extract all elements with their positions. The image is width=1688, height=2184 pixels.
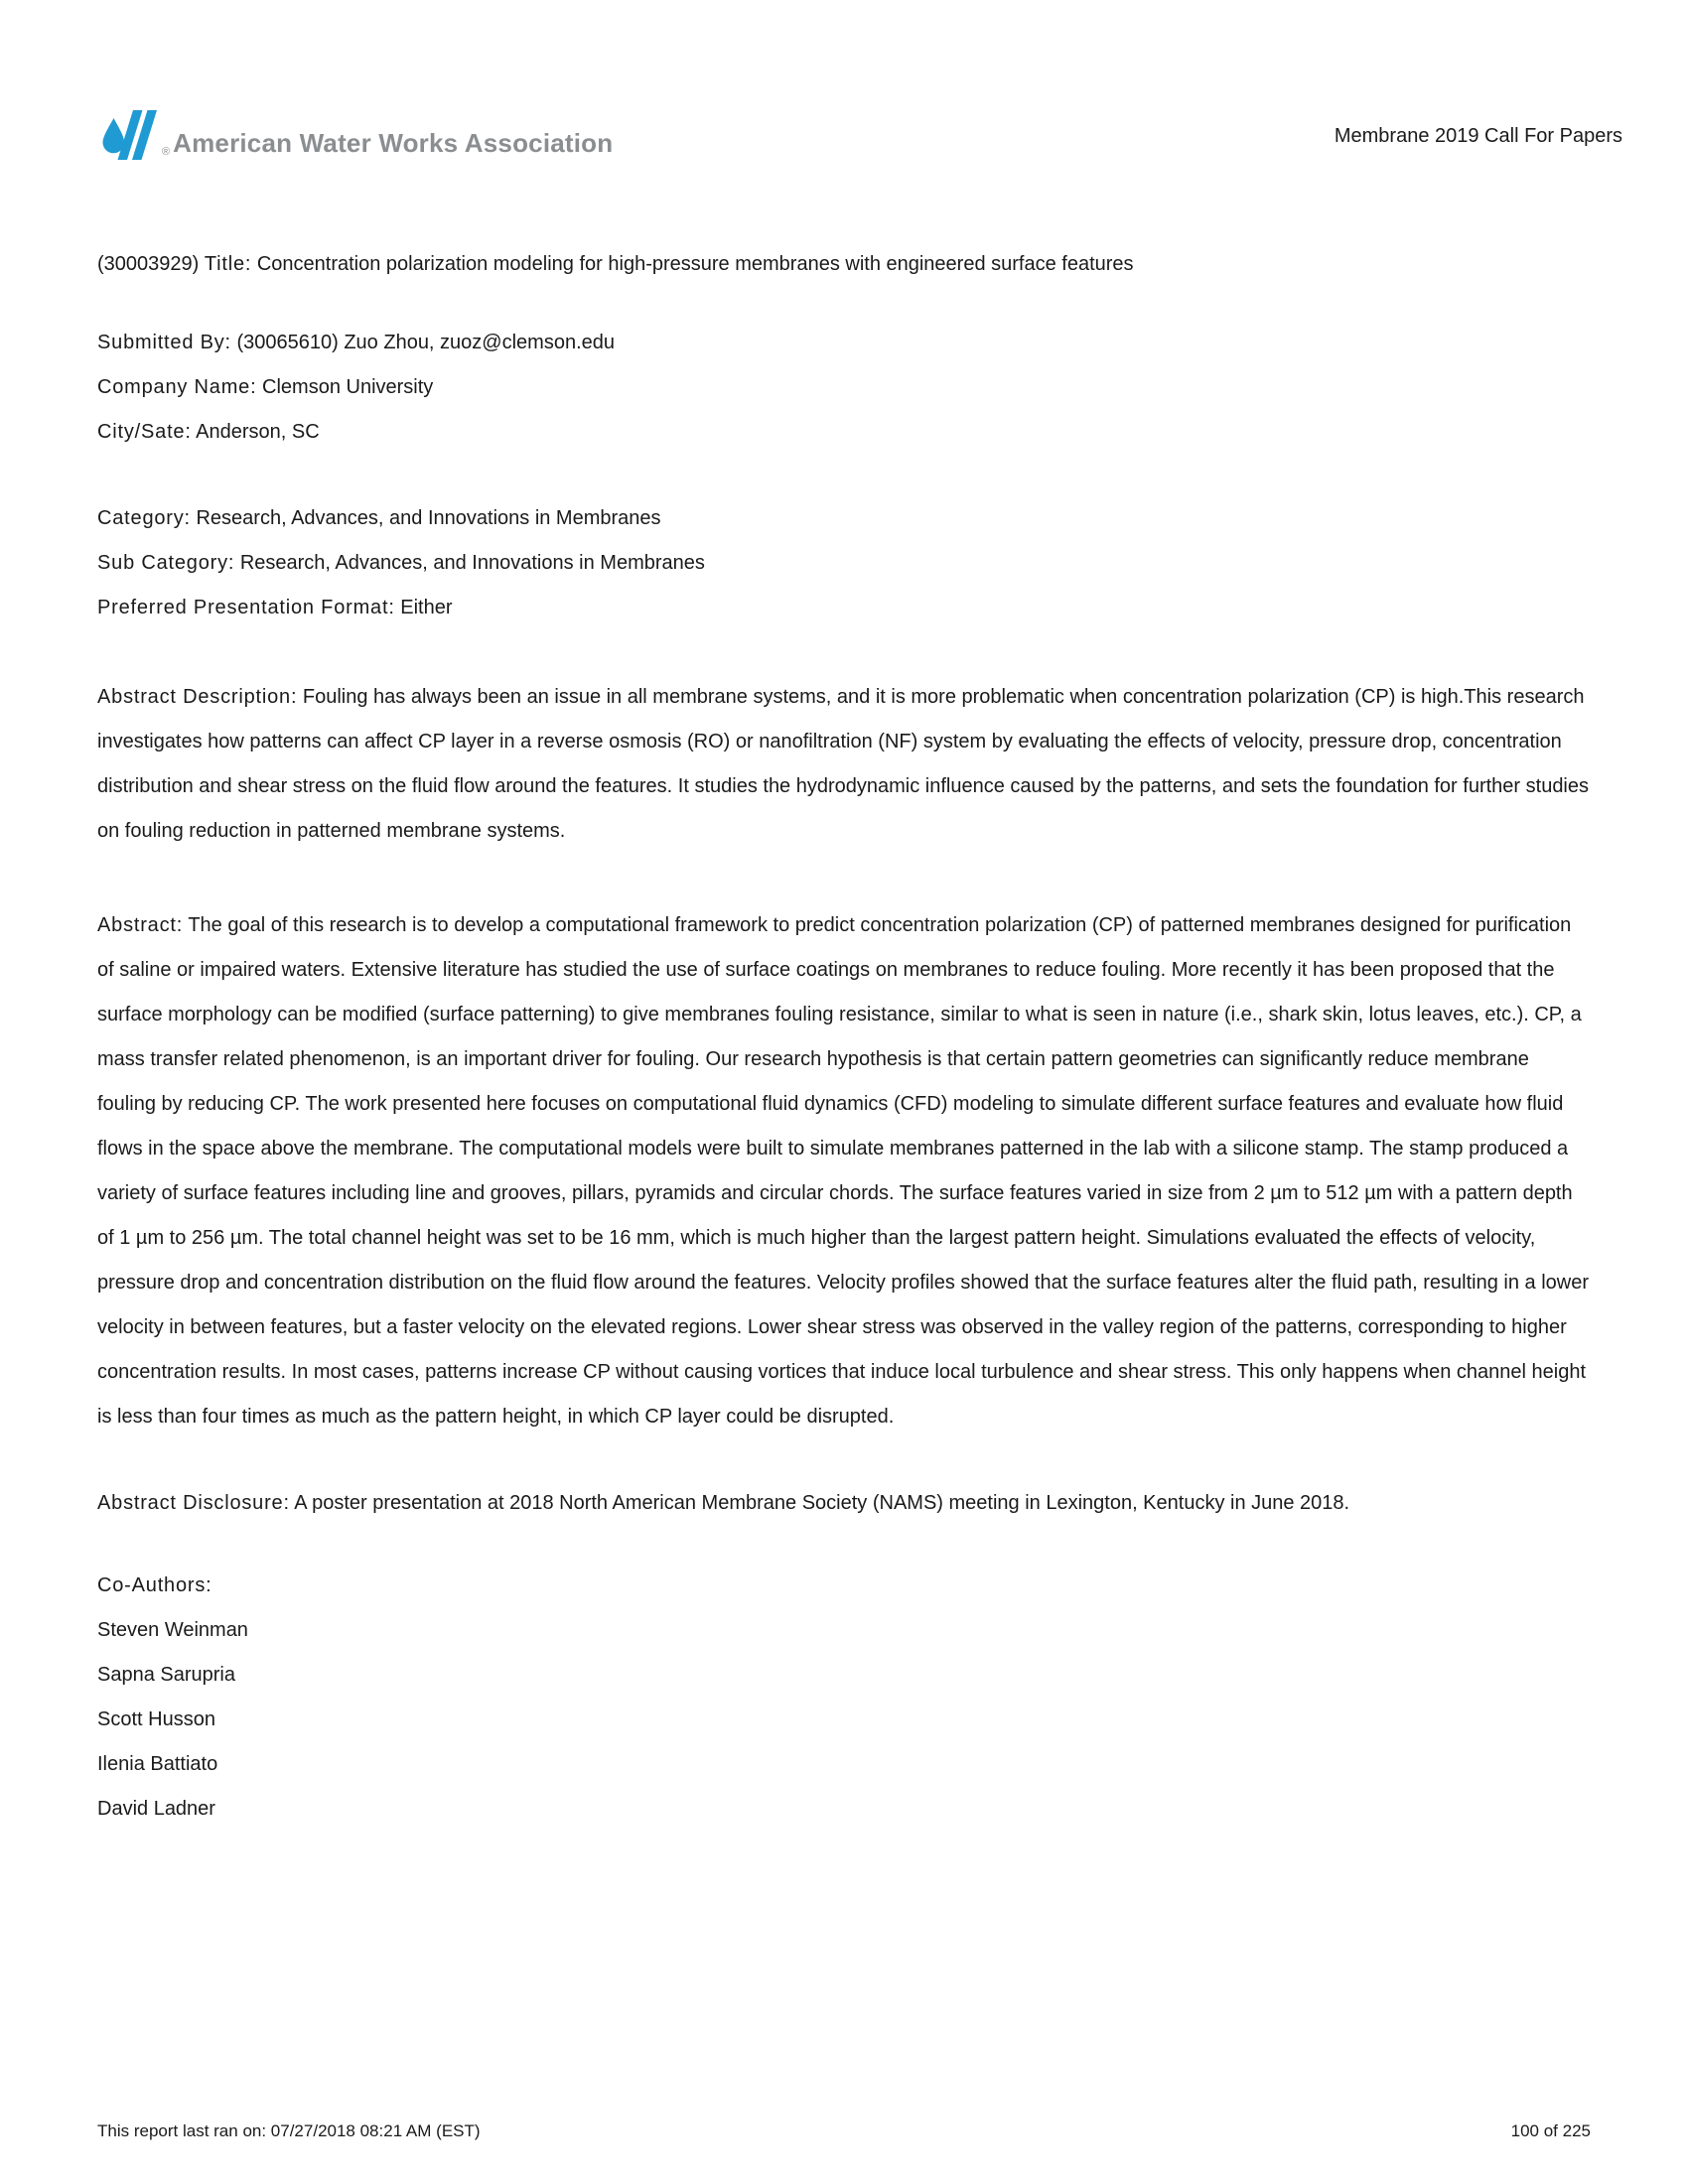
sub-category-label: Sub Category: [97, 552, 235, 574]
sub-category-value: Research, Advances, and Innovations in Membranes [239, 552, 705, 574]
abstract-description-value: Fouling has always been an issue in all membrane systems, and it is more problematic when concentration polarization (CP) is high.This research investigates how patterns can affect CP layer in a reverse osmosis (RO) or nanofiltration (NF) system by evaluating the effects of velocity, pressure drop, concentration distribution and shear stress on the fluid flow around the features. It studies the hydrodynamic influence caused by the patterns, and sets the foundation for further studies on fouling reduction in patterned membrane systems. [97, 686, 1590, 842]
co-author-name: David Ladner [97, 1798, 215, 1820]
title-label: Title: [204, 253, 252, 275]
co-author-name: Steven Weinman [97, 1619, 248, 1641]
logo-org-name: American Water Works Association [173, 128, 614, 158]
record-id: (30003929) [97, 253, 200, 275]
title-value: Concentration polarization modeling for high-pressure membranes with engineered surface features [256, 253, 1134, 275]
submitter-block [97, 321, 1591, 455]
page-number: 100 of 225 [1510, 2121, 1591, 2140]
report-last-ran-text: This report last ran on: 07/27/2018 08:21 AM (EST) [97, 2121, 481, 2140]
awwa-logo [97, 109, 613, 161]
company-name-line [97, 365, 1591, 410]
co-author-name: Ilenia Battiato [97, 1753, 218, 1775]
abstract-disclosure-label: Abstract Disclosure: [97, 1492, 290, 1514]
presentation-format-line [97, 586, 1591, 630]
presentation-format-value: Either [400, 597, 453, 618]
category-value: Research, Advances, and Innovations in Membranes [196, 507, 661, 529]
category-line [97, 496, 1591, 541]
co-author-name: Sapna Sarupria [97, 1664, 235, 1686]
submitted-by-value: (30065610) Zuo Zhou, zuoz@clemson.edu [236, 332, 615, 353]
abstract-description-label: Abstract Description: [97, 686, 298, 708]
co-authors-block [97, 1564, 1591, 1832]
city-state-value: Anderson, SC [196, 421, 320, 443]
abstract-description-paragraph [97, 675, 1591, 854]
report-body [0, 242, 1688, 1832]
company-name-value: Clemson University [262, 376, 434, 398]
co-author-name: Scott Husson [97, 1708, 215, 1730]
company-name-label: Company Name: [97, 376, 257, 398]
water-drop-icon [97, 109, 161, 161]
category-block [97, 496, 1591, 630]
abstract-label: Abstract: [97, 914, 184, 936]
category-label: Category: [97, 507, 191, 529]
registered-trademark-icon: ® [162, 146, 171, 158]
submitted-by-label: Submitted By: [97, 332, 231, 353]
submitted-by-line [97, 321, 1591, 365]
page-footer [97, 2120, 1591, 2142]
presentation-format-label: Preferred Presentation Format: [97, 597, 395, 618]
city-state-label: City/Sate: [97, 421, 192, 443]
co-authors-label: Co-Authors: [97, 1574, 212, 1596]
report-title: Membrane 2019 Call For Papers [1334, 125, 1622, 147]
page-header [0, 0, 1688, 161]
abstract-paragraph [97, 903, 1591, 1439]
abstract-disclosure-value: A poster presentation at 2018 North American Membrane Society (NAMS) meeting in Lexington, Kentucky in June 2018. [294, 1492, 1350, 1514]
city-state-line [97, 410, 1591, 455]
sub-category-line [97, 541, 1591, 586]
abstract-disclosure-paragraph [97, 1481, 1591, 1526]
submission-title-line [97, 242, 1591, 287]
abstract-value: The goal of this research is to develop a computational framework to predict concentration polarization (CP) of patterned membranes designed for purification of saline or impaired waters. Extensive literature has studied the use of surface coatings on membranes to reduce fouling. More recently it has been proposed that the surface morphology can be modified (surface patterning) to give membranes fouling resistance, similar to what is seen in nature (i.e., shark skin, lotus leaves, etc.). CP, a mass transfer related phenomenon, is an important driver for fouling. Our research hypothesis is that certain pattern geometries can significantly reduce membrane fouling by reducing CP. The work presented here focuses on computational fluid dynamics (CFD) modeling to simulate different surface features and evaluate how fluid flows in the space above the membrane. The computational models were built to simulate membranes patterned in the lab with a silicone stamp. The stamp produced a variety of surface features including line and grooves, pillars, pyramids and circular chords. The surface features varied in size from 2 µm to 512 µm with a pattern depth of 1 µm to 256 µm. The total channel height was set to be 16 mm, which is much higher than the largest pattern height. Simulations evaluated the effects of velocity, pressure drop and concentration distribution on the fluid flow around the features. Velocity profiles showed that the surface features alter the fluid path, resulting in a lower velocity in between features, but a faster velocity on the elevated regions. Lower shear stress was observed in the valley region of the patterns, corresponding to higher concentration results. In most cases, patterns increase CP without causing vortices that induce local turbulence and shear stress. This only happens when channel height is less than four times as much as the pattern height, in which CP layer could be disrupted. [97, 914, 1589, 1428]
